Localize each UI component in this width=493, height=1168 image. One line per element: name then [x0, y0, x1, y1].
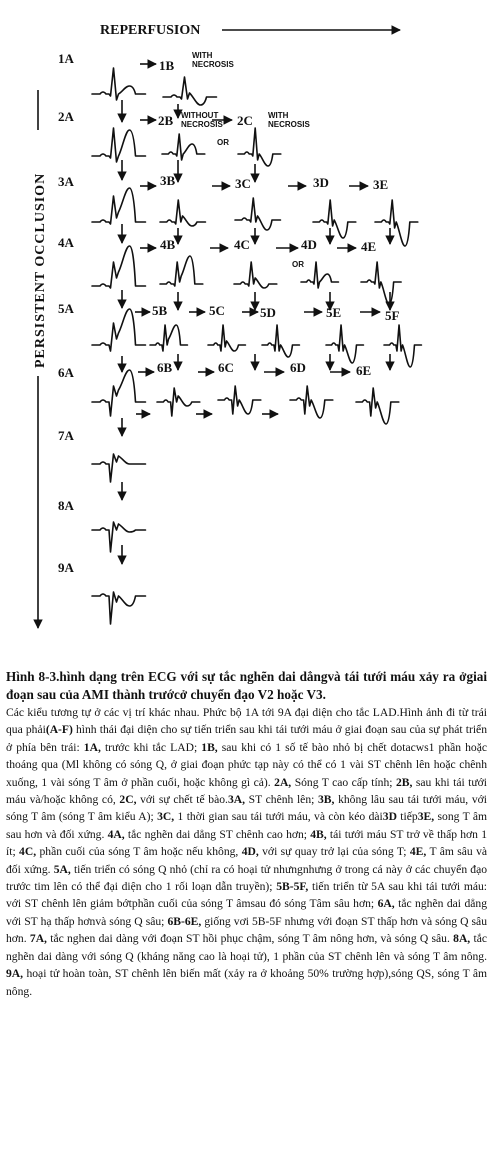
trace-2a — [92, 128, 146, 162]
caption-segment: với sự quay trở lại của sóng T; — [258, 845, 410, 859]
caption-segment: 3A, — [227, 793, 246, 807]
trace-1a — [92, 68, 146, 100]
panel-label-5b: 5B — [152, 303, 168, 318]
panel-label-6b: 6B — [157, 360, 173, 375]
trace-5e — [326, 325, 363, 363]
panel-label-5e: 5E — [326, 305, 342, 320]
caption-segment: T âm sâu và đối xứng. — [6, 845, 488, 876]
trace-6c — [218, 386, 261, 414]
panel-label-5c: 5C — [209, 303, 225, 318]
panel-label-2c: 2C — [237, 113, 253, 128]
caption-segment: với sự chết tế bào. — [136, 793, 228, 807]
caption-segment: sau khi có 1 số tế bào nhỏ bị chết dotacws1 phần hoặc thoáng qua (Ml không có sóng Q, ở giai đoạn phức tạp này có thể có 1 vài ST chênh lên hoặc chênh xuống, 1 vài sóng T âm ở phần cuối, hoặc không gì cả). — [6, 740, 487, 789]
panel-label-4b: 4B — [160, 237, 176, 252]
caption-segment: tiến triển từ 5A sau khi tái tưới máu: với ST chênh lên giảm bớtphần cuối của sóng T âmsau đó sóng Tâm sâu hơn; — [6, 880, 487, 911]
caption-segment: 5A, — [53, 862, 71, 876]
caption-segment: 2A, — [274, 775, 292, 789]
trace-3b — [160, 200, 205, 226]
caption-segment: 5B-5F, — [276, 880, 309, 894]
caption-segment: phần cuối của sóng T âm hoặc nếu không, — [36, 845, 242, 859]
trace-6a — [92, 370, 146, 416]
panel-label-1b: 1B — [159, 58, 175, 73]
trace-2b — [162, 134, 205, 160]
note-line: WITH — [192, 51, 213, 60]
caption-segment: Các kiểu tương tự ở các vị trí khác nhau. Phức bộ 1A tới 9A đại diện cho tắc LAD.Hình ảnh đi từ trái qua phải — [6, 706, 487, 737]
panel-label-2b: 2B — [158, 113, 174, 128]
trace-4e — [361, 262, 401, 304]
panel-label-3e: 3E — [373, 177, 389, 192]
row-label-6a: 6A — [58, 365, 74, 380]
trace-3e — [375, 200, 418, 246]
trace-3a — [92, 188, 146, 224]
caption-segment: không lâu sau tái tưới máu, với sóng T âm (sóng T âm kiểu A); — [6, 793, 487, 824]
panel-label-3d: 3D — [313, 175, 329, 190]
note-or-2 — [292, 260, 304, 269]
trace-5c — [208, 325, 245, 351]
caption-segment: 4D, — [241, 845, 259, 859]
caption-segment: 3B, — [318, 793, 335, 807]
caption-segment: tắc nghẽn dai dẳng ST chênh cao hơn; — [124, 827, 311, 841]
row-label-5a: 5A — [58, 301, 74, 316]
caption-segment: 1A, — [83, 740, 101, 754]
caption-segment: 1 thời gian sau tái tưới máu, và còn kéo dài — [174, 810, 383, 824]
panel-label-5d: 5D — [260, 305, 276, 320]
note-line: OR — [217, 138, 229, 147]
figure-caption — [6, 668, 487, 1000]
caption-segment: 8A, — [453, 932, 471, 946]
caption-segment: 4A, — [107, 827, 125, 841]
trace-6b — [157, 388, 200, 416]
trace-9a — [92, 592, 146, 624]
persistent-occlusion-label: PERSISTENT OCCLUSION — [33, 172, 48, 368]
trace-7a — [92, 454, 146, 482]
trace-4c — [234, 262, 277, 288]
caption-segment: ST chênh lên; — [245, 793, 318, 807]
note-with-necrosis-1 — [192, 51, 234, 69]
trace-6d — [290, 386, 333, 418]
note-line: NECROSIS — [181, 120, 223, 129]
caption-segment: 6A, — [377, 897, 395, 911]
trace-2c — [238, 128, 281, 166]
panel-label-6c: 6C — [218, 360, 234, 375]
caption-segment: tắc nghẽn dai dàng với sóng Q (kháng năng cao là hoại tử), 1 phần của ST chênh lên và sóng T âm nông. — [6, 932, 487, 963]
trace-5a — [92, 309, 146, 351]
caption-segment: 2B, — [395, 775, 413, 789]
trace-6e — [356, 388, 399, 424]
caption-segment: 4B, — [310, 827, 327, 841]
caption-segment: 3D — [382, 810, 397, 824]
caption-segment: tiếp — [396, 810, 418, 824]
reperfusion-header: REPERFUSION — [100, 23, 201, 38]
panel-label-3b: 3B — [160, 173, 176, 188]
row-label-9a: 9A — [58, 560, 74, 575]
note-line: NECROSIS — [268, 120, 310, 129]
row-label-1a: 1A — [58, 51, 74, 66]
caption-segment: 3E, — [417, 810, 435, 824]
caption-segment: 4C, — [19, 845, 37, 859]
trace-4b — [160, 256, 203, 286]
row-label-2a: 2A — [58, 109, 74, 124]
note-or-1 — [217, 138, 229, 147]
caption-segment: 1B, — [201, 740, 218, 754]
caption-segment: tái tưới máu ST trở về thấp hơn 1 ít; — [6, 827, 487, 859]
trace-5d — [262, 325, 299, 357]
caption-segment: Sóng T cao cấp tính; — [291, 775, 396, 789]
trace-3d — [313, 200, 356, 238]
ecg-traces — [92, 68, 421, 624]
panel-label-6e: 6E — [356, 363, 372, 378]
note-with-necrosis-2 — [268, 111, 310, 129]
caption-segment: tắc nghen dai dàng với đoạn ST hồi phục chậm, sóng T âm nông hơn, và sóng Q sâu. — [46, 932, 454, 946]
note-line: OR — [292, 260, 304, 269]
caption-segment: 9A, — [6, 967, 24, 981]
caption-segment: 6B-6E, — [167, 914, 202, 928]
caption-segment: (A-F) — [45, 723, 73, 737]
panel-label-4d: 4D — [301, 237, 317, 252]
panel-label-4e: 4E — [361, 239, 377, 254]
trace-1b — [163, 77, 217, 105]
caption-body — [6, 704, 487, 1000]
panel-label-6d: 6D — [290, 360, 306, 375]
panel-label-3c: 3C — [235, 176, 251, 191]
row-label-8a: 8A — [58, 498, 74, 513]
caption-segment: hoại tử hoàn toàn, ST chênh lên biến mất (xảy ra ở khoảng 50% trường hợp),sóng QS, sóng T âm nông. — [6, 967, 487, 998]
row-label-3a: 3A — [58, 174, 74, 189]
caption-segment: tắc nghẽn dai dẳng với ST hạ thấp hơnvà sóng Q sâu; — [6, 897, 487, 928]
note-line: NECROSIS — [192, 60, 234, 69]
trace-8a — [92, 522, 146, 552]
row-label-7a: 7A — [58, 428, 74, 443]
row-label-4a: 4A — [58, 235, 74, 250]
trace-4d — [301, 262, 338, 288]
panel-label-4c: 4C — [234, 237, 250, 252]
trace-5b — [150, 325, 187, 351]
caption-segment: tiến triển có sóng Q nhỏ (chỉ ra có hoại tử nhưngnhưng ở trong cá này ở các chuyển đạo trước tim lên có thể đại diện cho 1 rối loạn dẫn truyền); — [6, 862, 488, 894]
caption-segment: 2C, — [119, 793, 137, 807]
caption-segment: song T âm sau hơn và đối xứng. — [6, 810, 487, 841]
note-line: WITHOUT — [181, 111, 219, 120]
caption-segment: 3C, — [157, 810, 175, 824]
caption-segment: 7A, — [29, 932, 47, 946]
note-line: WITH — [268, 111, 289, 120]
panel-label-5f: 5F — [385, 308, 400, 323]
caption-title: Hình 8-3.hình dạng trên ECG với sự tắc nghẽn dai dẳngvà tái tưới máu xảy ra ởgiai đoạn sau của AMI thành trướcở chuyển đạo V2 hoặc V3. — [6, 669, 487, 702]
trace-3c — [235, 198, 280, 230]
caption-segment: giống vơi 5B-5F nhưng với đoạn ST thấp hơn và sóng Q sâu hơn. — [6, 914, 487, 946]
caption-segment: sau khi tái tưới máu và/hoặc không có, — [6, 775, 488, 807]
caption-segment: 4E, — [409, 845, 427, 859]
caption-segment: hình thái đại diện cho sự tiến triển sau khi tái tưới máu ở giai đoạn sau của sự phát triển ở phía bên trái: — [6, 723, 487, 754]
row-labels — [58, 51, 75, 575]
panel-labels — [152, 51, 400, 378]
trace-4a — [92, 246, 146, 288]
caption-segment: trước khi tắc LAD; — [100, 740, 202, 754]
